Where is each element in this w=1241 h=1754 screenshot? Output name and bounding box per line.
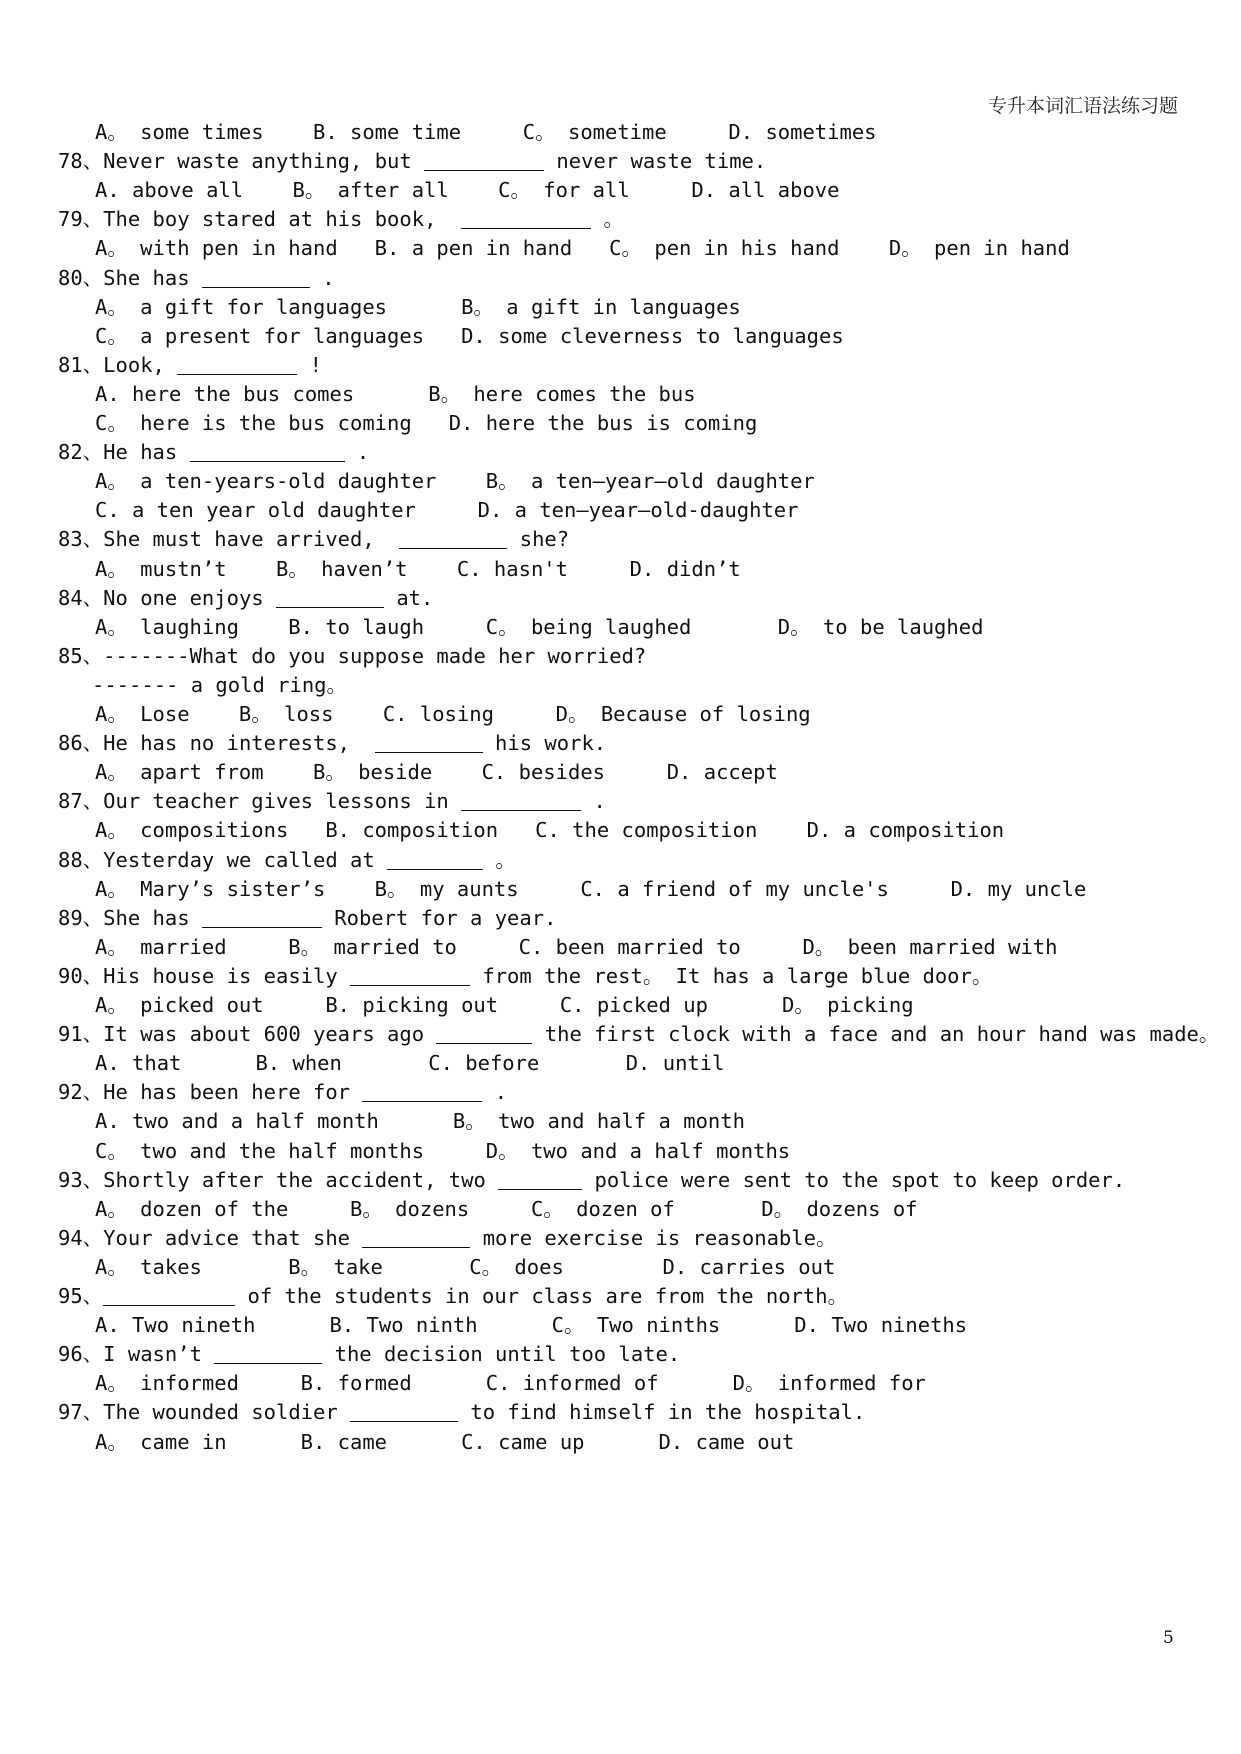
options-line: A。 came in B. came C. came up D. came out	[95, 1429, 795, 1454]
question-text: 96、I wasn’t	[58, 1342, 215, 1367]
options-line: A。 mustn’t B。 haven’t C. hasn't D. didn’t	[95, 556, 741, 581]
dialogue-line: ------- a gold ring。	[92, 672, 347, 697]
question-text-continued: at.	[383, 585, 434, 610]
question-text-continued: from the rest。 It has a large blue door。	[470, 963, 993, 988]
question-text: 78、Never waste anything, but	[58, 149, 425, 174]
options-line: A。 Mary’s sister’s B。 my aunts C. a friend of my uncle's D. my uncle	[95, 876, 1087, 901]
question-text-continued: 。	[591, 207, 624, 232]
question-text-continued: .	[309, 265, 335, 290]
question-line	[58, 147, 766, 175]
answer-blank	[362, 1227, 470, 1248]
answer-blank	[399, 528, 507, 549]
question-text-continued: Robert for a year.	[321, 905, 557, 930]
question-text-continued: the decision until too late.	[322, 1342, 681, 1367]
options-line: A。 informed B. formed C. informed of D。 informed for	[95, 1371, 926, 1396]
answer-blank	[350, 965, 470, 986]
question-text-continued: to find himself in the hospital.	[458, 1400, 866, 1425]
options-line: A. Two nineth B. Two ninth C。 Two ninths D. Two nineths	[95, 1313, 968, 1338]
question-text: 81、Look,	[58, 352, 178, 377]
question-line	[58, 1282, 848, 1310]
document-header: 专升本词汇语法练习题	[987, 95, 1178, 117]
question-text-continued: more exercise is reasonable。	[470, 1225, 837, 1250]
question-line	[58, 1166, 1125, 1194]
options-line: A。 a ten-years-old daughter B。 a ten—year—old daughter	[95, 469, 815, 494]
answer-blank	[387, 849, 483, 870]
answer-blank	[103, 1285, 235, 1306]
answer-blank	[276, 587, 384, 608]
question-line	[58, 846, 516, 874]
answer-blank	[498, 1169, 582, 1190]
question-line	[58, 584, 433, 612]
question-text-continued: !	[297, 352, 322, 377]
options-line: C。 here is the bus coming D. here the bus is coming	[95, 411, 758, 435]
question-text-continued: .	[482, 1080, 508, 1105]
options-line: C。 two and the half months D。 two and a half months	[95, 1138, 791, 1163]
question-line	[58, 351, 322, 379]
question-text: 85、-------What do you suppose made her worried?	[58, 643, 647, 668]
question-text: 90、His house is easily	[58, 963, 351, 988]
options-line: A. that B. when C. before D. until	[95, 1051, 725, 1076]
question-line	[58, 525, 569, 553]
options-line: A。 compositions B. composition C. the composition D. a composition	[95, 818, 1005, 843]
question-text: 94、Your advice that she	[58, 1225, 363, 1250]
question-line	[58, 1398, 865, 1426]
answer-blank	[202, 267, 310, 288]
question-text-continued: she?	[507, 527, 570, 552]
answer-blank	[202, 907, 322, 928]
answer-blank	[214, 1343, 322, 1364]
question-text: 95、	[58, 1284, 104, 1308]
options-line: C. a ten year old daughter D. a ten—year—old-daughter	[95, 498, 799, 523]
question-line	[58, 1224, 836, 1252]
question-line	[58, 1020, 1219, 1048]
question-line	[58, 264, 335, 292]
question-text: 89、She has	[58, 905, 202, 930]
question-text-continued: 。	[483, 847, 516, 872]
question-line	[58, 1340, 680, 1368]
question-text-continued: .	[344, 440, 370, 465]
question-text: 88、Yesterday we called at	[58, 847, 388, 872]
answer-blank	[350, 1401, 458, 1422]
question-line	[58, 729, 606, 757]
question-text: 79、The boy stared at his book,	[58, 207, 462, 232]
options-line: A。 Lose B。 loss C. losing D。 Because of losing	[95, 702, 811, 726]
answer-blank	[362, 1081, 482, 1102]
question-text: 87、Our teacher gives lessons in	[58, 789, 462, 814]
question-line	[58, 962, 992, 990]
options-line: A. here the bus comes B。 here comes the bus	[95, 381, 696, 406]
page-number: 5	[1163, 1628, 1174, 1648]
question-text: 91、It was about 600 years ago	[58, 1022, 437, 1047]
options-line: A. above all B。 after all C。 for all D. all above	[95, 178, 840, 203]
question-line	[58, 787, 606, 815]
question-text: 84、No one enjoys	[58, 585, 276, 610]
options-line: A。 a gift for languages B。 a gift in languages	[95, 294, 741, 319]
question-text-continued: of the students in our class are from the north。	[235, 1284, 849, 1308]
options-line: A。 takes B。 take C。 does D. carries out	[95, 1254, 836, 1279]
answer-blank	[375, 732, 483, 753]
options-line: A。 some times B. some time C。 sometime D. sometimes	[95, 120, 877, 144]
answer-blank	[461, 790, 581, 811]
answer-blank	[190, 441, 345, 462]
question-text: 97、The wounded soldier	[58, 1400, 351, 1425]
options-line: A。 with pen in hand B. a pen in hand C。 pen in his hand D。 pen in hand	[95, 236, 1070, 261]
question-text-continued: police were sent to the spot to keep order.	[582, 1167, 1126, 1192]
question-text: 80、She has	[58, 265, 202, 290]
question-text-continued: never waste time.	[544, 149, 767, 174]
question-line	[58, 438, 369, 466]
question-text: 93、Shortly after the accident, two	[58, 1167, 499, 1192]
question-text: 82、He has	[58, 440, 190, 465]
question-text-continued: .	[581, 789, 606, 814]
question-text: 92、He has been here for	[58, 1080, 363, 1105]
question-line	[58, 904, 556, 932]
answer-blank	[436, 1023, 532, 1044]
options-line: A。 apart from B。 beside C. besides D. accept	[95, 760, 778, 785]
answer-blank	[424, 150, 544, 171]
question-line	[58, 1078, 507, 1106]
question-line	[58, 205, 624, 233]
options-line: A。 dozen of the B。 dozens C。 dozen of D。 dozens of	[95, 1196, 918, 1221]
question-line	[58, 642, 646, 670]
question-text: 86、He has no interests,	[58, 731, 375, 756]
options-line: A。 picked out B. picking out C. picked up D。 picking	[95, 993, 914, 1017]
answer-blank	[177, 354, 297, 375]
options-line: C。 a present for languages D. some cleverness to languages	[95, 323, 844, 348]
options-line: A. two and a half month B。 two and half a month	[95, 1109, 745, 1134]
question-text: 83、She must have arrived,	[58, 527, 400, 552]
options-line: A。 laughing B. to laugh C。 being laughed D。 to be laughed	[95, 614, 984, 639]
question-text-continued: his work.	[482, 731, 607, 756]
answer-blank	[461, 208, 591, 229]
question-text-continued: the first clock with a face and an hour hand was made。	[532, 1022, 1220, 1047]
options-line: A。 married B。 married to C. been married to D。 been married with	[95, 934, 1058, 959]
